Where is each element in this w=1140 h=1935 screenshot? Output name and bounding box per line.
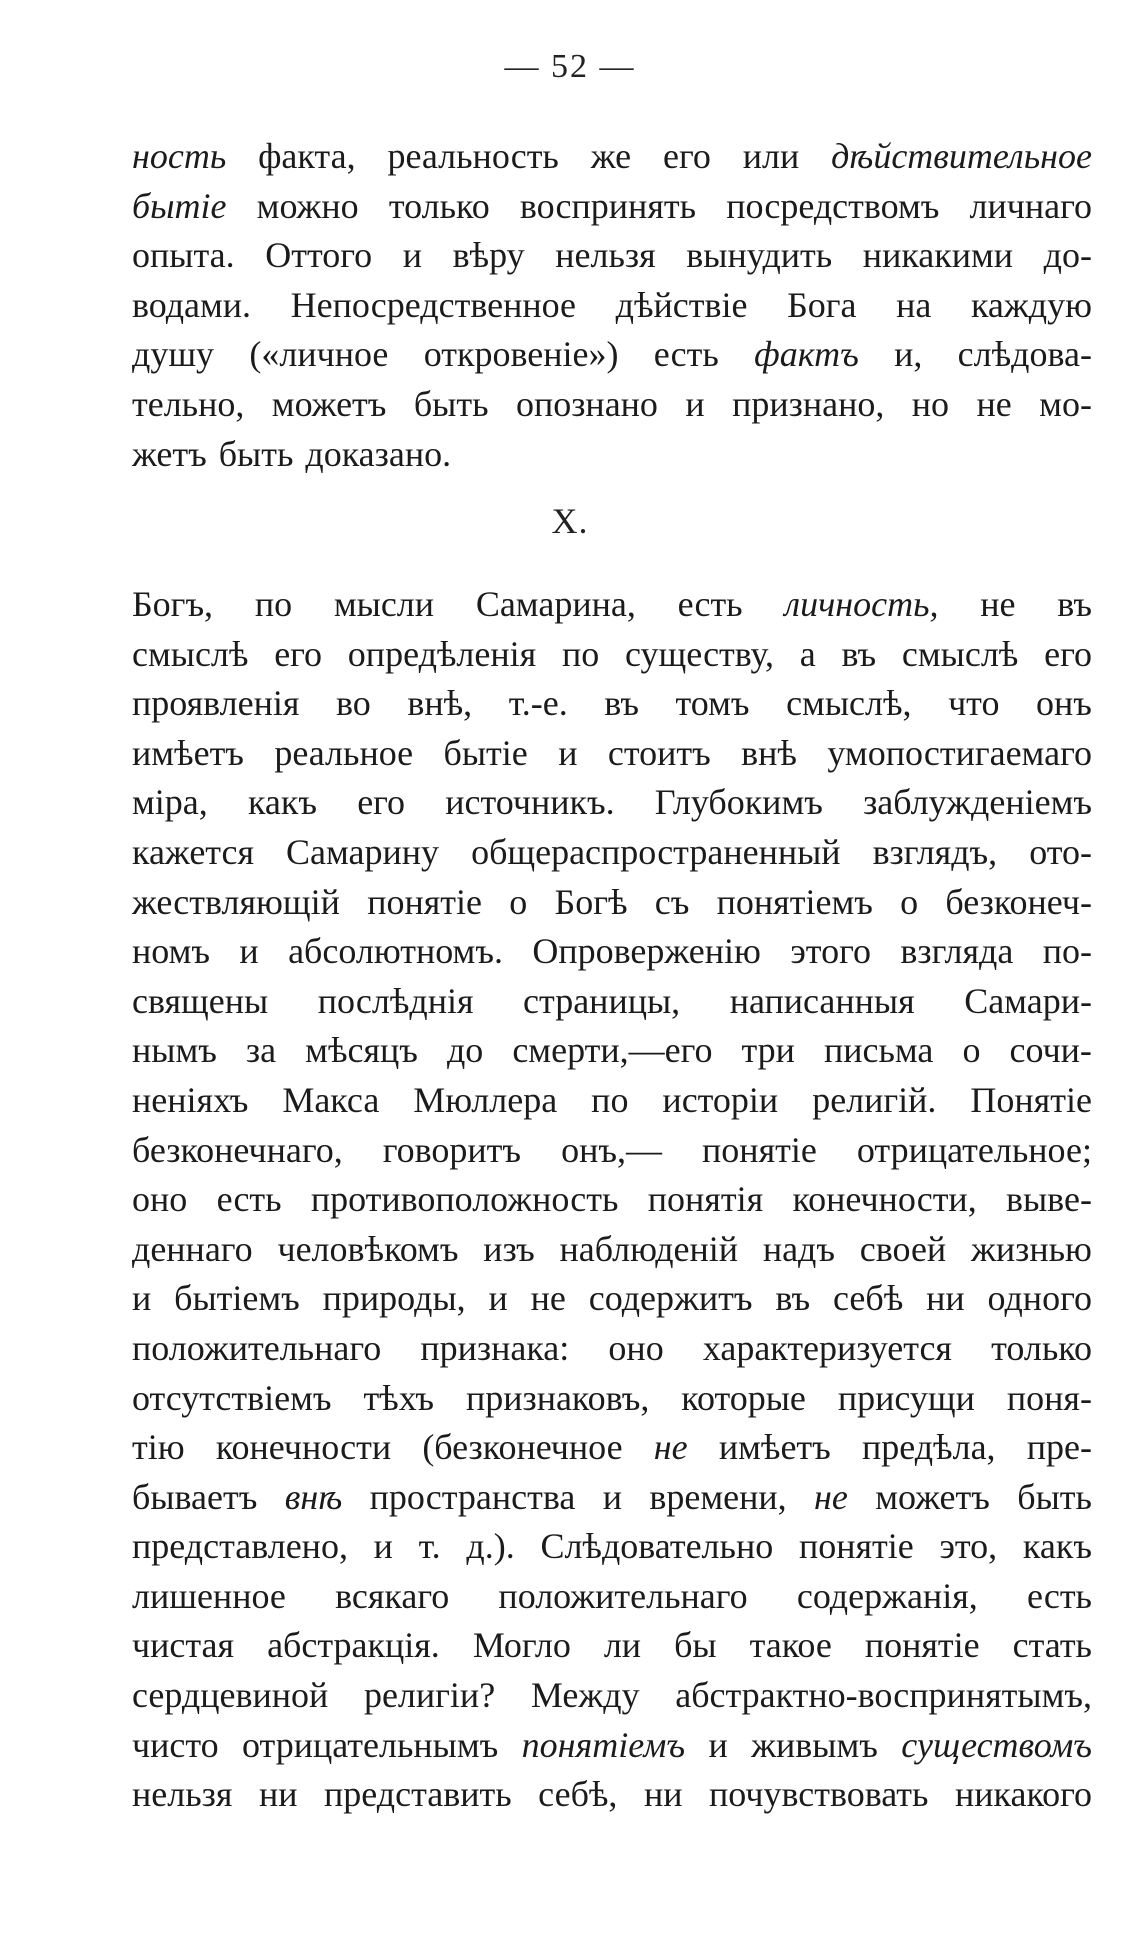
paragraph-continuation (132, 132, 1092, 479)
word: д.). (466, 1526, 515, 1567)
word: такое (749, 1625, 832, 1666)
word: характеризуется (702, 1327, 952, 1368)
word: (безконечное (422, 1427, 623, 1468)
word: не (980, 584, 1016, 624)
word: что (948, 683, 1000, 724)
word: быть (1017, 1476, 1092, 1517)
word: каждую (970, 284, 1092, 325)
text-line (132, 182, 1092, 232)
word: въ (604, 683, 639, 724)
word: какъ (247, 782, 317, 823)
section-heading: X. (551, 501, 589, 541)
word: нымъ (132, 1030, 217, 1071)
text-line (132, 1522, 1092, 1572)
word: источникъ. (445, 782, 615, 823)
word: сердцевиной (132, 1675, 329, 1716)
word: природы, (322, 1278, 466, 1319)
word: и (239, 931, 259, 972)
word: три (741, 1030, 795, 1071)
word: чистая (132, 1625, 235, 1666)
word: абстрактно-воспринятымъ, (675, 1675, 1092, 1716)
word: времени, (649, 1476, 787, 1517)
word: страницы, (523, 980, 681, 1021)
word: съ (654, 881, 690, 922)
word: можетъ (875, 1476, 990, 1517)
word: т.-е. (508, 683, 568, 724)
word: бы (674, 1625, 717, 1666)
word: Между (530, 1675, 640, 1716)
text-line (132, 1175, 1092, 1225)
word: взгляда (900, 931, 1014, 972)
text-line (132, 1770, 1092, 1820)
word: понятіе (367, 881, 482, 922)
word: за (245, 1030, 277, 1071)
word: понятіе (798, 1526, 914, 1567)
text-line (132, 1274, 1092, 1324)
word: не (653, 1427, 688, 1468)
text-line (132, 977, 1092, 1027)
text-line (132, 132, 1092, 182)
word: общераспространенный (471, 831, 841, 872)
word: въ (1057, 584, 1092, 624)
word: міра, (132, 782, 208, 823)
word: во (336, 683, 371, 724)
word: личнаго (969, 185, 1092, 226)
word: откровеніе») (423, 334, 619, 375)
word: смерти,—его (512, 1030, 713, 1071)
word: конечности, (792, 1179, 977, 1220)
text-line (132, 729, 1092, 779)
word: бытіемъ (174, 1278, 300, 1319)
word: Понятіе (970, 1079, 1092, 1120)
word: человѣкомъ (277, 1228, 459, 1269)
word: Самарина, (475, 584, 636, 624)
word: никакого (954, 1774, 1092, 1815)
word: Бога (787, 284, 857, 325)
word: тію (132, 1427, 185, 1468)
word: ни (643, 1774, 683, 1815)
word: написанныя (729, 980, 915, 1021)
word: никакими (862, 235, 1014, 276)
word: ни (258, 1774, 298, 1815)
text-line (132, 330, 1092, 380)
word: онъ,— (561, 1129, 662, 1170)
word: быть (413, 383, 489, 424)
word: выве- (1006, 1179, 1092, 1220)
word: стоитъ (607, 732, 711, 773)
word: реальное (274, 732, 414, 773)
word: въ (841, 633, 877, 674)
word: и, (894, 334, 923, 375)
word: Мюллера (413, 1079, 558, 1120)
word: личность, (784, 584, 939, 624)
word: опыта. (132, 235, 235, 276)
word: по (591, 1079, 629, 1120)
word: заблужденіемъ (863, 782, 1092, 823)
word: сочи- (1009, 1030, 1092, 1071)
word: исторіи (662, 1079, 779, 1120)
word: но (911, 383, 950, 424)
word: оно (132, 1179, 188, 1220)
word: себѣ (832, 1278, 904, 1319)
word: понятіемъ (716, 881, 873, 922)
word: Богѣ (554, 881, 628, 922)
word: Слѣдовательно (540, 1526, 774, 1567)
word: письма (823, 1030, 934, 1071)
word: присущи (837, 1377, 975, 1418)
word: есть (677, 584, 743, 624)
word: смыслѣ, (786, 683, 912, 724)
word: и (602, 1476, 623, 1517)
word: нельзя (555, 235, 656, 276)
word: мысли (333, 584, 435, 624)
word: же (590, 136, 632, 176)
word: есть (1026, 1575, 1092, 1616)
word: и (488, 1278, 508, 1319)
word: послѣднія (317, 980, 474, 1021)
word: содержанія, (796, 1575, 978, 1616)
paragraph-section-x (132, 580, 1092, 1820)
word: понятіе (702, 1129, 817, 1170)
text-line (132, 1671, 1092, 1721)
word: на (896, 284, 932, 325)
word: его (274, 633, 323, 674)
word: представить (324, 1774, 512, 1815)
word: какъ (1022, 1526, 1092, 1567)
word: его (662, 136, 711, 176)
word: которые (681, 1377, 806, 1418)
word: по (561, 633, 600, 674)
word: только (388, 185, 490, 226)
word: бытіе (132, 185, 227, 226)
word: т. (418, 1526, 441, 1567)
word: не (814, 1476, 848, 1517)
word: доказано. (305, 433, 452, 474)
word: Опроверженію (532, 931, 761, 972)
word: факта, (258, 136, 356, 176)
text-line (132, 1572, 1092, 1622)
word: и (132, 1278, 152, 1319)
text-line (132, 1126, 1092, 1176)
word: понятіе (864, 1625, 980, 1666)
word: вѣру (452, 235, 525, 276)
word: ли (603, 1625, 642, 1666)
text-line (132, 1473, 1092, 1523)
word: Богъ, (132, 584, 214, 624)
word: оно (608, 1327, 664, 1368)
text-line (132, 927, 1092, 977)
word: есть (653, 334, 719, 375)
word: деннаго (132, 1228, 253, 1269)
word: понятіемъ (521, 1724, 686, 1765)
text-line (132, 828, 1092, 878)
word: положительнаго (132, 1327, 382, 1368)
text-line (132, 1225, 1092, 1275)
word: Самари- (964, 980, 1092, 1021)
text-line (132, 778, 1092, 828)
word: можно (256, 185, 359, 226)
word: по- (1042, 931, 1092, 972)
word: существомъ (901, 1724, 1092, 1765)
word: до (446, 1030, 484, 1071)
word: стать (1012, 1625, 1092, 1666)
word: внѣ (284, 1476, 343, 1517)
word: чисто (132, 1724, 219, 1765)
word: есть (216, 1179, 282, 1220)
word: мѣсяцъ (305, 1030, 418, 1071)
word: не (530, 1278, 566, 1319)
word: тѣхъ (363, 1377, 434, 1418)
word: внѣ (741, 732, 797, 773)
word: живымъ (751, 1724, 878, 1765)
word: Глубокимъ (654, 782, 823, 823)
text-line (132, 580, 1092, 630)
word: отрицательное; (856, 1129, 1092, 1170)
word: ни (926, 1278, 965, 1319)
word: это, (939, 1526, 998, 1567)
word: его (1044, 633, 1092, 674)
word: жетъ (132, 433, 207, 474)
word: («личное (249, 334, 389, 375)
word: до- (1043, 235, 1092, 276)
word: имѣетъ (132, 732, 244, 773)
word: религіи? (363, 1675, 496, 1716)
word: дѣйствіе (615, 284, 748, 325)
word: о (509, 881, 528, 922)
word: религій. (812, 1079, 937, 1120)
word: не (976, 383, 1012, 424)
word: бываетъ (132, 1476, 258, 1517)
word: абсолютномъ. (288, 931, 503, 972)
word: номъ (132, 931, 210, 972)
word: смыслѣ (132, 633, 249, 674)
word: Оттого (265, 235, 373, 276)
word: пре- (1026, 1427, 1092, 1468)
word: нельзя (132, 1774, 233, 1815)
text-line (132, 231, 1092, 281)
word: этого (790, 931, 871, 972)
word: признаковъ, (465, 1377, 650, 1418)
word: Самарину (286, 831, 440, 872)
text-line (132, 1423, 1092, 1473)
word: предѣла, (861, 1427, 996, 1468)
word: Непосредственное (290, 284, 577, 325)
word: священы (132, 980, 269, 1021)
word: вынудить (686, 235, 833, 276)
word: отрицательнымъ (242, 1724, 499, 1765)
word: а (799, 633, 816, 674)
word: слѣдова- (957, 334, 1092, 375)
word: можетъ (271, 383, 387, 424)
text-line (132, 1026, 1092, 1076)
word: тельно, (132, 383, 245, 424)
word: умопостигаемаго (827, 732, 1092, 773)
word: пространства (369, 1476, 576, 1517)
word: взглядъ, (872, 831, 998, 872)
word: мо- (1039, 383, 1092, 424)
word: его (357, 782, 406, 823)
word: реальность (387, 136, 559, 176)
text-line (132, 380, 1092, 430)
word: о (962, 1030, 981, 1071)
word: почувствовать (709, 1774, 929, 1815)
word: говоритъ (382, 1129, 522, 1170)
word: фактъ (754, 334, 859, 375)
word: понятія (647, 1179, 764, 1220)
word: и (685, 383, 705, 424)
word: посредствомъ (726, 185, 940, 226)
word: бытіе (443, 732, 528, 773)
word: существу, (624, 633, 774, 674)
word: или (742, 136, 800, 176)
text-line (132, 1324, 1092, 1374)
word: изъ (483, 1228, 535, 1269)
word: онъ (1036, 683, 1092, 724)
word: лишенное (132, 1575, 286, 1616)
word: наблюденій (559, 1228, 739, 1269)
word: своей (859, 1228, 947, 1269)
page-number: — 52 — (504, 48, 636, 85)
word: имѣетъ (718, 1427, 831, 1468)
text-line (132, 281, 1092, 331)
text-line (132, 430, 1092, 480)
word: признано, (732, 383, 885, 424)
word: ность (132, 136, 227, 176)
text-line (132, 878, 1092, 928)
word: признака: (420, 1327, 570, 1368)
word: безконечнаго, (132, 1129, 343, 1170)
word: надъ (762, 1228, 835, 1269)
word: и (402, 235, 422, 276)
word: душу (132, 334, 215, 375)
word: томъ (675, 683, 750, 724)
word: Макса (282, 1079, 380, 1120)
word: водами. (132, 284, 252, 325)
word: дѣйствительное (831, 136, 1092, 176)
word: опредѣленія (347, 633, 537, 674)
word: только (991, 1327, 1092, 1368)
text-line (132, 1721, 1092, 1771)
word: одного (987, 1278, 1092, 1319)
word: опознано (515, 383, 658, 424)
word: отсутствіемъ (132, 1377, 332, 1418)
word: Могло (472, 1625, 571, 1666)
word: смыслѣ (901, 633, 1019, 674)
word: и (373, 1526, 393, 1567)
word: жествляющій (132, 881, 340, 922)
word: абстракція. (267, 1625, 440, 1666)
word: содержитъ (588, 1278, 753, 1319)
text-line (132, 630, 1092, 680)
word: по (254, 584, 293, 624)
word: и (708, 1724, 728, 1765)
word: безконеч- (945, 881, 1092, 922)
word: противоположность (310, 1179, 619, 1220)
word: неніяхъ (132, 1079, 249, 1120)
word: конечности (215, 1427, 392, 1468)
word: въ (775, 1278, 811, 1319)
word: себѣ, (538, 1774, 618, 1815)
word: всякаго (335, 1575, 450, 1616)
text-line (132, 1374, 1092, 1424)
text-line (132, 1621, 1092, 1671)
word: ото- (1029, 831, 1092, 872)
word: жизнью (970, 1228, 1092, 1269)
word: представлено, (132, 1526, 348, 1567)
word: кажется (132, 831, 255, 872)
word: поня- (1006, 1377, 1092, 1418)
word: проявленія (132, 683, 300, 724)
word: о (900, 881, 919, 922)
word: быть (218, 433, 294, 474)
word: внѣ, (407, 683, 473, 724)
text-line (132, 679, 1092, 729)
word: и (558, 732, 578, 773)
word: положительнаго (498, 1575, 748, 1616)
word: воспринять (519, 185, 697, 226)
text-line (132, 1076, 1092, 1126)
